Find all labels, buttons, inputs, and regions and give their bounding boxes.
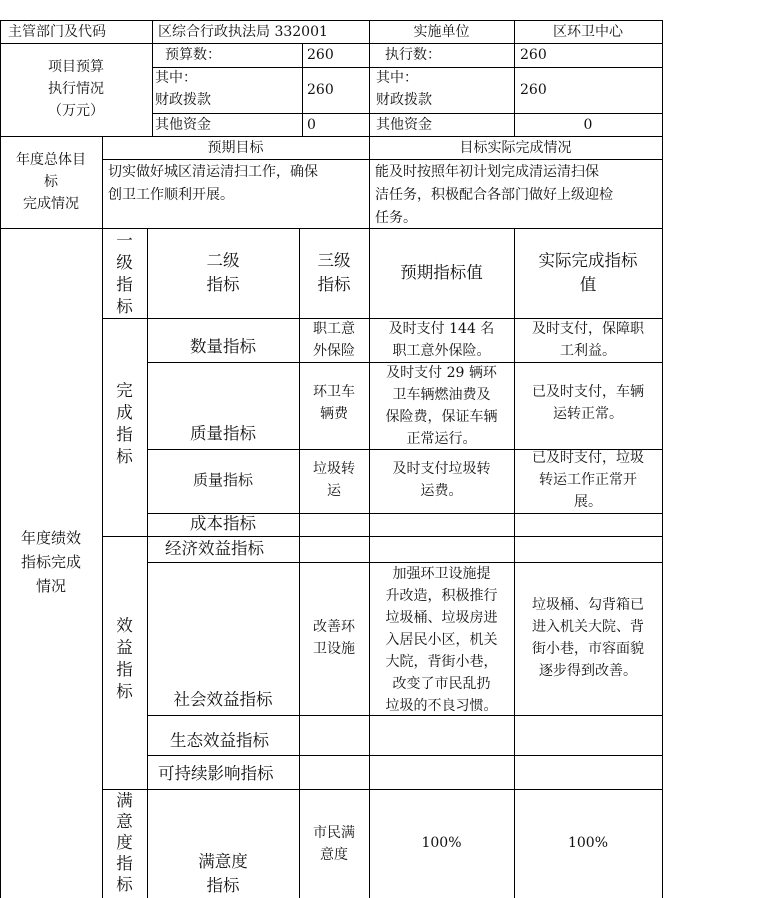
row-actual: 及时支付，保障职 工利益。 <box>532 321 644 359</box>
row-actual: 已及时支付，车辆 运转正常。 <box>532 384 644 422</box>
row-level2: 生态效益指标 <box>170 731 269 750</box>
row-level3: 改善环 卫设施 <box>313 619 355 657</box>
executed-label: 执行数： <box>385 47 441 63</box>
goal-actual-text: 能及时按照年初计划完成清运清扫保 洁任务，积极配合各部门做好上级迎检 任务。 <box>375 164 613 226</box>
other-label-2: 其他资金 <box>376 117 432 133</box>
goal-actual-header: 目标实际完成情况 <box>459 140 572 156</box>
row-level3: 市民满 意度 <box>313 825 355 863</box>
row-level3: 垃圾转 运 <box>313 461 355 499</box>
row-level2: 数量指标 <box>190 337 256 356</box>
group-satisfaction-label: 满 意 度 指 标 <box>116 791 133 894</box>
goal-section-label: 年度总体目 标 完成情况 <box>16 152 86 212</box>
rule <box>102 789 662 790</box>
rule <box>152 20 153 136</box>
indicators-section-label: 年度绩效 指标完成 情况 <box>20 529 81 595</box>
planned-value: 260 <box>307 47 334 63</box>
executed-value: 260 <box>520 47 547 63</box>
row-level2: 成本指标 <box>190 514 256 533</box>
rule <box>102 159 662 160</box>
unit-label: 实施单位 <box>413 24 470 40</box>
row-level2: 经济效益指标 <box>165 539 264 558</box>
fiscal-label: 其中： 财政拨款 <box>155 70 211 108</box>
rule <box>369 20 370 228</box>
col-level3-header: 三级 指标 <box>317 251 351 294</box>
rule <box>147 228 148 898</box>
row-level2: 可持续影响指标 <box>158 764 274 783</box>
unit-value: 区环卫中心 <box>553 24 623 40</box>
group-completion-label: 完 成 指 标 <box>116 381 133 466</box>
rule <box>662 20 663 898</box>
budget-section-label: 项目预算 执行情况 （万元） <box>48 59 104 119</box>
row-expected: 加强环卫设施提 升改造，积极推行 垃圾桶、垃圾房进 入居民小区，机关 大院，背街小巷， 改变了市民乱扔 垃圾的不良习惯。 <box>385 566 498 714</box>
row-level3: 环卫车 辆费 <box>313 384 355 422</box>
row-expected: 及时支付垃圾转 运费。 <box>392 461 491 499</box>
row-level2: 满意度 指标 <box>198 852 248 895</box>
fiscal-planned: 260 <box>307 82 334 98</box>
goal-expected-header: 预期目标 <box>207 140 264 156</box>
row-level2: 质量指标 <box>190 424 256 443</box>
goal-expected-text: 切实做好城区清运清扫工作，确保 创卫工作顺利开展。 <box>108 164 318 203</box>
col-actual-header: 实际完成指标 值 <box>538 251 638 294</box>
row-expected: 100% <box>421 835 462 851</box>
fiscal-executed: 260 <box>520 82 547 98</box>
other-label: 其他资金 <box>155 117 211 133</box>
row-expected: 及时支付 144 名 职工意外保险。 <box>388 321 495 359</box>
row-actual: 垃圾桶、勾背箱已 进入机关大院、背 街小巷，市容面貌 逐步得到改善。 <box>532 597 644 679</box>
row-actual: 已及时支付，垃圾 转运工作正常开 展。 <box>532 450 644 510</box>
dept-label: 主管部门及代码 <box>8 24 106 40</box>
col-expected-header: 预期指标值 <box>400 263 483 282</box>
row-expected: 及时支付 29 辆环 卫车辆燃油费及 保险费，保证车辆 正常运行。 <box>385 365 498 447</box>
col-level1-header: 一 级 指 标 <box>116 231 133 316</box>
other-executed: 0 <box>583 117 593 133</box>
row-level2: 质量指标 <box>192 471 253 489</box>
fiscal-label-2: 其中： 财政拨款 <box>376 70 432 108</box>
dept-value: 区综合行政执法局 332001 <box>158 24 328 40</box>
rule <box>302 43 303 136</box>
col-level2-header: 二级 指标 <box>206 251 240 294</box>
other-planned: 0 <box>307 117 316 133</box>
row-level2: 社会效益指标 <box>173 690 273 709</box>
rule <box>147 755 662 756</box>
group-benefit-label: 效 益 指 标 <box>116 616 133 701</box>
row-level3: 职工意 外保险 <box>313 321 355 359</box>
planned-label: 预算数： <box>165 47 221 63</box>
row-actual: 100% <box>567 835 609 851</box>
